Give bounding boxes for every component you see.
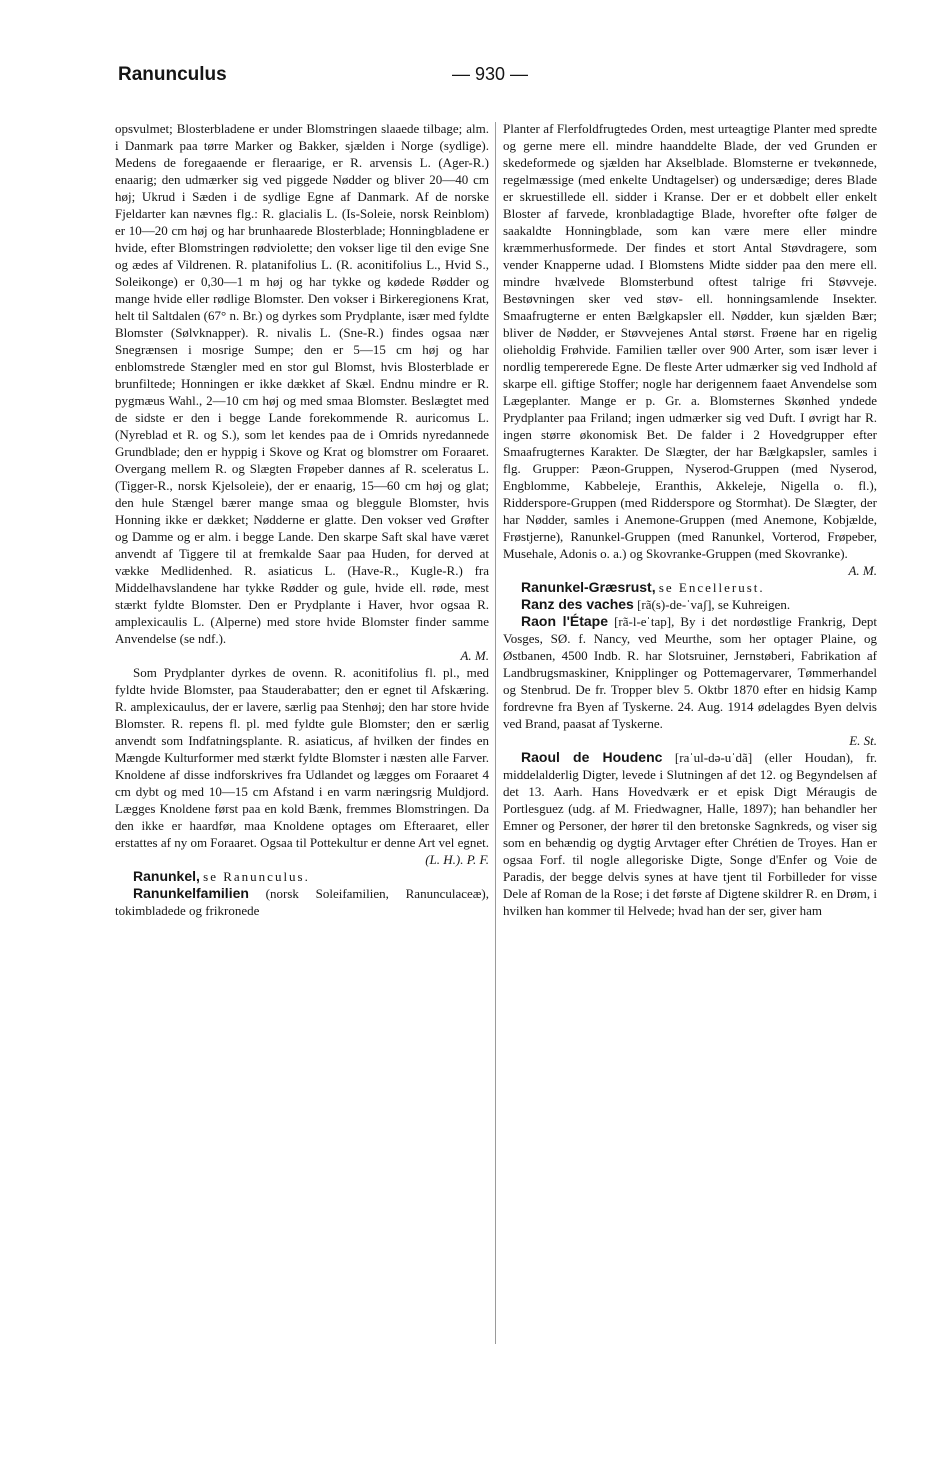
entry-ranz-des-vaches [503,596,877,613]
entry-text: [rã(s)-de-ˈvaʃ], se Kuhreigen. [637,597,791,612]
running-headword: Ranunculus [118,64,227,85]
entry-raoul-de-houdenc [503,749,877,919]
entry-headword: Ranz des vaches [521,596,634,612]
entry-ranunkel-graesrust [503,579,877,596]
author-signature: A. M. [460,648,489,663]
author-signature: (L. H.). P. F. [425,852,489,867]
entry-text: se Ranunculus. [203,869,310,884]
page-number: — 930 — [452,64,529,84]
entry-headword: Ranunkel-Græsrust, [521,579,656,595]
entry-headword: Ranunkelfamilien [133,885,249,901]
author-signature: A. M. [848,563,877,578]
entry-text: [raˈul-də-uˈdã] (eller Houdan), fr. middelalderlig Digter, levede i Slutningen af det 12. og Begyndelsen af det 13. Aarh. Hans Hovedværk er et episk Digt Méraugis de Portlesguez (udg. af M. Friedwagner, Halle, 1897); han behandler her Emner og Personer, der hører til den bretonske Sagnkreds, og viser sig som en behændig og dygtig Arvtager efter Chrétien de Troyes. Han er ogsaa Forf. til nogle allegoriske Digte, Songe d'Enfer og Voie de Paradis, der begge delvis synes at have tjent til Forbilleder for visse Dele af Roman de la Rose; i det første af Digtene skildrer R. en Drøm, i hvilken han kommer til Helvede; hvad han der ser, giver ham [503,750,878,918]
column-divider [495,122,496,1344]
running-head [118,64,878,94]
entry-headword: Raon l'Étape [521,613,609,629]
entry-ranunkelfamilien [115,885,489,919]
entry-ranunkel [115,868,489,885]
ranunkelfamilien-continued-paragraph: Planter af Flerfoldfrugtedes Orden, mest urteagtige Planter med spredte og gerne mere ell. mindre haanddelte Blade, der ved Grunden er skedeformede og sjælden har Akselblade. Blomsterne er tvekønnede, regelmæssige (med enkelte Undtagelser) og undersædige; deres Blade er skruestillede ell. sidder i Kranse. Der er et dobbelt eller enkelt Bloster af farvede, kronbladagtige Blade, hvorefter ofte følger de saakaldte Honningblade, som kan være mere eller mindre kræmmerhusformede. Der findes et stort Antal Støvdragere, som vender Knapperne udad. I Blomstens Midte sidder paa den mere ell. mindre hvælvede Blomsterbund oftest talrige fri Støvveje. Bestøvningen sker ved støv- ell. honningsamlende Insekter. Smaafrugterne er enten Bælgkapsler ell. Nødder, kun sjælden Bær; bliver de Nødder, er Støvvejenes Antal størst. Frøene har en rigelig olieholdig Frøhvide. Familien tæller over 900 Arter, som især lever i nordlig tempererede Egne. De fleste Arter udmærker sig ved Indhold af skarpe ell. giftige Stoffer; nogle har derigennem faaet Anvendelse som Lægeplanter. Mange er p. Gr. a. Blomsternes Skønhed yndede Prydplanter paa Friland; ingen udmærker sig ved Duft. I øvrigt har R. ingen større økonomisk Bet. De falder i 2 Hovedgrupper efter Smaafrugternes Karakter. De Slægter, der har Bælgkapsler, samles i flg. Grupper: Pæon-Gruppen, Nyserod-Gruppen (med Nyserod, Engblomme, Kabbeleje, Eranthis, Akkeleje, Nigella o. fl.), Riddersporе-Gruppen (med Ridderspore og Stormhat). De Slægter, der har Nødder, samles i Anemone-Gruppen (med Anemone, Kobjælde, Frøstjerne), Ranunkel-Gruppen (med Ranunkel, Vorterod, Frøpeber, Musehale, Adonis o. a.) og Skovranke-Gruppen (med Skovranke). [503,121,877,561]
ranunculus-species-paragraph: opsvulmet; Blosterbladene er under Blomstringen slaaede tilbage; alm. i Danmark paa tørre Marker og Bakker, sjælden i Norge (sydlige). Medens de foregaaende er fleraarige, er R. arvensis L. (Ager-R.) enaarig; den udmærker sig ved piggede Nødder og bliver 20—40 cm høj; Ukrud i Sæden i de sydlige Egne af Danmark. Af de norske Fjeldarter kan nævnes flg.: R. glacialis L. (Is-Soleie, norsk Reinblom) er 10—20 cm høj og har brunhaarede Blosterblade; Honningbladene er hvide, efter Blomstringen rødviolette; den vokser lige til den evige Sne og ædes af Vildrenen. R. platanifolius L. (R. aconitifolius L., Hvid S., Soleikonge) er 0,30—1 m høj og har tykke og kødede Rødder og mange hvide eller rødlige Blomster. Den vokser i Birkeregionens Krat, helt til Saltdalen (67° n. Br.) og dyrkes som Prydplante, især med fyldte Blomster (Sølvknapper). R. nivalis L. (Sne-R.) findes ogsaa nær Snegrænsen i mosrige Sumpe; den er 5—15 cm høj og har enblomstrede Stængler med en stor gul Blomst, hvis Blosterblade er brunfiltede; Honningen er ikke dækket af Skæl. Endnu mindre er R. pygmæus Wahl., 2—10 cm høj og med smaa Blomster. Beslægtet med de sidste er den i begge Lande forekommende R. auricomus L. (Nyreblad et R. og S.), som let kendes paa de i Omrids nyredannede Grundblade; den er hyppig i Skove og Krat og blomstrer om Foraaret. Overgang mellem R. og Slægten Frøpeber dannes af R. sceleratus L. (Tigger-R., norsk Kjelsoleie), der er enaarig, 15—60 cm høj og glat; den hule Stængel bærer mange smaa og bleggule Blomster, hvis Honning ikke er dækket; Nødderne er glatte. Den vokser ved Grøfter og Damme og er alm. i begge Lande. Den skarpe Saft skal have været anvendt af Tiggere til at fremkalde Saar paa Huden, for derved at vække Medlidenhed. R. asiaticus L. (Have-R., Kugle-R.) fra Middelhavslandene har tykke Rødder og gule, hvide ell. røde, mest stærkt fyldte Blomster. Den er Prydplante i Haver, hvor ogsaa R. amplexicaulis L. (Alperne) med store hvide Blomster finder samme Anvendelse (se ndf.). [115,121,489,646]
entry-text: [rã-l-eˈtap], By i det nordøstlige Frankrig, Dept Vosges, SØ. f. Nancy, ved Meurthe, som her optager Plaine, og Østbanen, 4500 Indb. R. har Slotsruiner, Jernstøberi, Fabrikation af Landbrugsmaskiner, Knipplinger og Pottemagervarer, Tømmerhandel og Stenbrud. De fr. Tropper blev 5. Oktbr 1870 efter en hidsig Kamp fordrevne fra Byen af Tyskerne. 24. Aug. 1914 ødelagdes Byen delvis ved Brand, paasat af Tyskerne. [503,614,878,731]
entry-headword: Raoul de Houdenc [521,749,663,765]
entry-text: (norsk Soleifamilien, Ranunculaceæ), tokimbladede og frikronede [115,886,490,918]
entry-raon-l-etape [503,613,877,732]
ornamental-plants-paragraph: Som Prydplanter dyrkes de ovenn. R. aconitifolius fl. pl., med fyldte hvide Blomster, paa Stauderabatter; den er egnet til Afskæring. R. amplexicaulus, der er lavere, særlig paa Stenhøj; den har store hvide Blomster. R. repens fl. pl. med fyldte gule Blomster; den er særlig anvendt som Indfatningsplante. R. asiaticus, af hvilken der findes en Mængde Kulturformer med stærkt fyldte Blomster i næsten alle Farver. Knoldene af disse indforskrives fra Udlandet og lægges om Foraaret 4 cm dybt og med 10—15 cm Afstand i en varm næringsrig Muldjord. Lægges Knoldene først paa en kold Bænk, fremmes Blomstringen. Da den ikke er haardfør, maa Knoldene optages om Efteraaret, eller erstattes af ny om Foraaret. Ogsaa til Pottekultur er denne Art vel egnet. [115,665,489,850]
right-column [503,120,877,919]
author-signature: E. St. [849,733,877,748]
entry-text: se Encellerust. [658,580,765,595]
left-column [115,120,489,919]
entry-headword: Ranunkel, [133,868,200,884]
